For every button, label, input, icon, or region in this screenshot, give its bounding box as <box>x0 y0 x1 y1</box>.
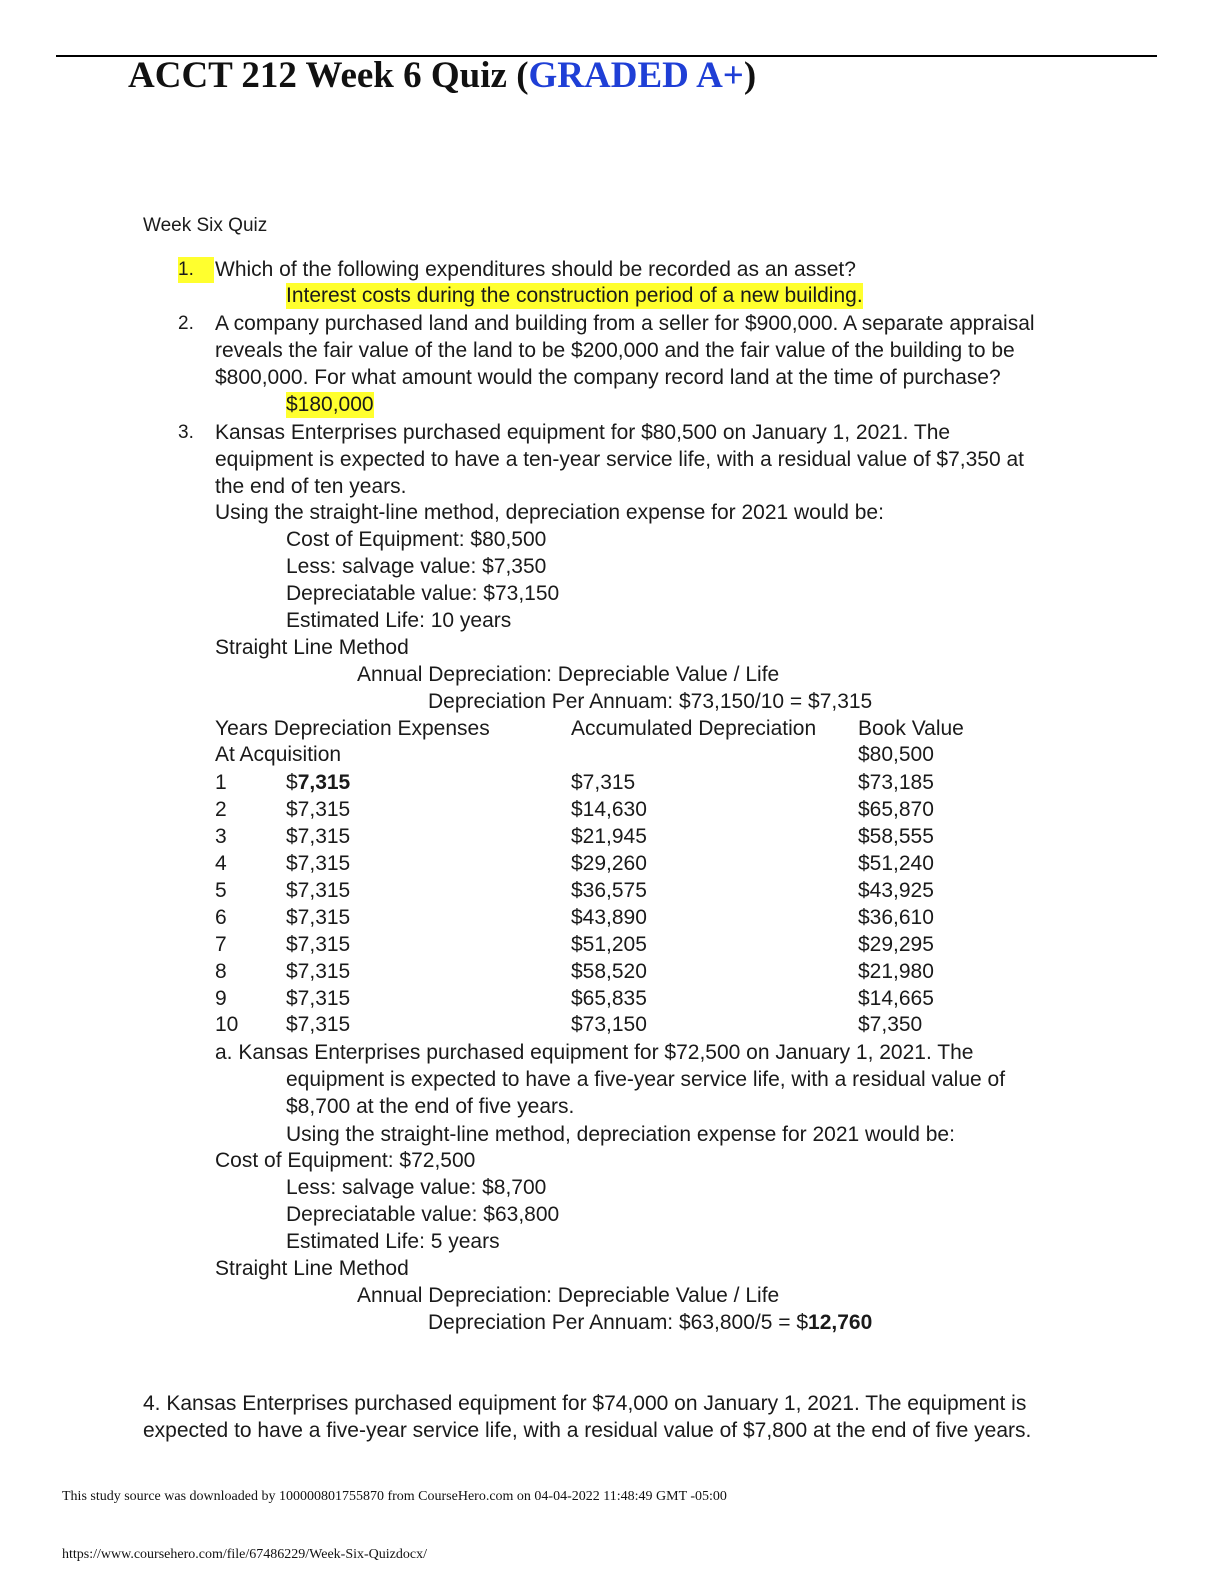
row-book-value: $73,185 <box>858 771 934 794</box>
qa-line3: $8,700 at the end of five years. <box>286 1095 575 1118</box>
qa-per-annum-result: 12,760 <box>808 1311 873 1334</box>
qa-method: Straight Line Method <box>215 1257 409 1280</box>
q3-cost: Cost of Equipment: $80,500 <box>286 528 547 551</box>
table-header-years-depreciation: Years Depreciation Expenses <box>215 717 490 740</box>
q2-answer: $180,000 <box>286 393 374 416</box>
row-book-value: $21,980 <box>858 960 934 983</box>
row-year: 10 <box>215 1013 239 1036</box>
row-accumulated: $7,315 <box>571 771 636 794</box>
q3-line2: equipment is expected to have a ten-year service life, with a residual value of $7,350 at <box>215 448 1024 471</box>
q3-salvage: Less: salvage value: $7,350 <box>286 555 547 578</box>
qa-per-annum <box>428 1310 872 1336</box>
download-notice: This study source was downloaded by 100000801755870 from CourseHero.com on 04-04-2022 11:48:49 GMT -05:00 <box>62 1489 727 1504</box>
row-year: 9 <box>215 987 227 1010</box>
table-acquisition-book: $80,500 <box>858 743 934 766</box>
section-heading: Week Six Quiz <box>143 215 268 236</box>
row-depreciation: $7,315 <box>286 1013 351 1036</box>
q3-method: Straight Line Method <box>215 636 409 659</box>
q3-line3: the end of ten years. <box>215 475 407 498</box>
row-year: 2 <box>215 798 227 821</box>
row-book-value: $51,240 <box>858 852 934 875</box>
q1-number: 1. <box>178 257 214 283</box>
qa-cost: Cost of Equipment: $72,500 <box>215 1149 476 1172</box>
row-year: 4 <box>215 852 227 875</box>
row-year: 3 <box>215 825 227 848</box>
row-accumulated: $73,150 <box>571 1013 647 1036</box>
row-year: 6 <box>215 906 227 929</box>
row-depreciation <box>286 770 350 796</box>
qa-depreciable: Depreciatable value: $63,800 <box>286 1203 560 1226</box>
qa-per-annum-prefix: Depreciation Per Annuam: $63,800/5 = $ <box>428 1311 809 1334</box>
row-book-value: $36,610 <box>858 906 934 929</box>
q2-line3: $800,000. For what amount would the company record land at the time of purchase? <box>215 366 1001 389</box>
q1-answer: Interest costs during the construction period of a new building. <box>286 284 863 307</box>
row-accumulated: $43,890 <box>571 906 647 929</box>
source-url[interactable]: https://www.coursehero.com/file/67486229/Week-Six-Quizdocx/ <box>62 1547 427 1562</box>
row-accumulated: $36,575 <box>571 879 647 902</box>
q3-formula: Annual Depreciation: Depreciable Value / Life <box>357 663 780 686</box>
table-acquisition-label: At Acquisition <box>215 743 342 766</box>
q2-number: 2. <box>178 313 194 334</box>
q3-life: Estimated Life: 10 years <box>286 609 512 632</box>
q3-line1: Kansas Enterprises purchased equipment for $80,500 on January 1, 2021. The <box>215 421 951 444</box>
row-year: 5 <box>215 879 227 902</box>
q2-line1: A company purchased land and building from a seller for $900,000. A separate appraisal <box>215 312 1035 335</box>
row-depreciation: $7,315 <box>286 933 351 956</box>
row-year: 1 <box>215 771 227 794</box>
qa-life: Estimated Life: 5 years <box>286 1230 500 1253</box>
qa-line1: a. Kansas Enterprises purchased equipment for $72,500 on January 1, 2021. The <box>215 1041 974 1064</box>
table-header-accumulated: Accumulated Depreciation <box>571 717 817 740</box>
row-accumulated: $65,835 <box>571 987 647 1010</box>
page-title <box>128 54 756 97</box>
title-suffix: ) <box>743 55 757 96</box>
dep-bold-value: 7,315 <box>297 771 351 794</box>
row-depreciation: $7,315 <box>286 960 351 983</box>
q4-line1: 4. Kansas Enterprises purchased equipment for $74,000 on January 1, 2021. The equipment is <box>143 1392 1027 1415</box>
row-book-value: $7,350 <box>858 1013 923 1036</box>
q3-per-annum: Depreciation Per Annuam: $73,150/10 = $7,315 <box>428 690 873 713</box>
table-header-book-value: Book Value <box>858 717 964 740</box>
q3-number: 3. <box>178 422 194 443</box>
row-accumulated: $29,260 <box>571 852 647 875</box>
row-book-value: $14,665 <box>858 987 934 1010</box>
row-depreciation: $7,315 <box>286 852 351 875</box>
qa-salvage: Less: salvage value: $8,700 <box>286 1176 547 1199</box>
row-accumulated: $14,630 <box>571 798 647 821</box>
q3-line4: Using the straight-line method, depreciation expense for 2021 would be: <box>215 501 884 524</box>
row-book-value: $58,555 <box>858 825 934 848</box>
row-depreciation: $7,315 <box>286 879 351 902</box>
row-accumulated: $51,205 <box>571 933 647 956</box>
row-depreciation: $7,315 <box>286 987 351 1010</box>
row-year: 7 <box>215 933 227 956</box>
qa-line2: equipment is expected to have a five-year service life, with a residual value of <box>286 1068 1006 1091</box>
q3-depreciable: Depreciatable value: $73,150 <box>286 582 560 605</box>
graded-label: GRADED A+ <box>528 55 744 96</box>
row-book-value: $29,295 <box>858 933 934 956</box>
row-depreciation: $7,315 <box>286 906 351 929</box>
q2-line2: reveals the fair value of the land to be $200,000 and the fair value of the building to be <box>215 339 1015 362</box>
qa-line4: Using the straight-line method, depreciation expense for 2021 would be: <box>286 1123 955 1146</box>
row-depreciation: $7,315 <box>286 798 351 821</box>
row-book-value: $43,925 <box>858 879 934 902</box>
row-book-value: $65,870 <box>858 798 934 821</box>
row-accumulated: $21,945 <box>571 825 647 848</box>
row-year: 8 <box>215 960 227 983</box>
row-accumulated: $58,520 <box>571 960 647 983</box>
q1-question: Which of the following expenditures should be recorded as an asset? <box>215 258 856 281</box>
row-depreciation: $7,315 <box>286 825 351 848</box>
q4-line2: expected to have a five-year service life, with a residual value of $7,800 at the end of five years. <box>143 1419 1032 1442</box>
title-prefix: ACCT 212 Week 6 Quiz ( <box>128 55 529 96</box>
dep-prefix: $ <box>286 771 298 794</box>
qa-formula: Annual Depreciation: Depreciable Value / Life <box>357 1284 780 1307</box>
